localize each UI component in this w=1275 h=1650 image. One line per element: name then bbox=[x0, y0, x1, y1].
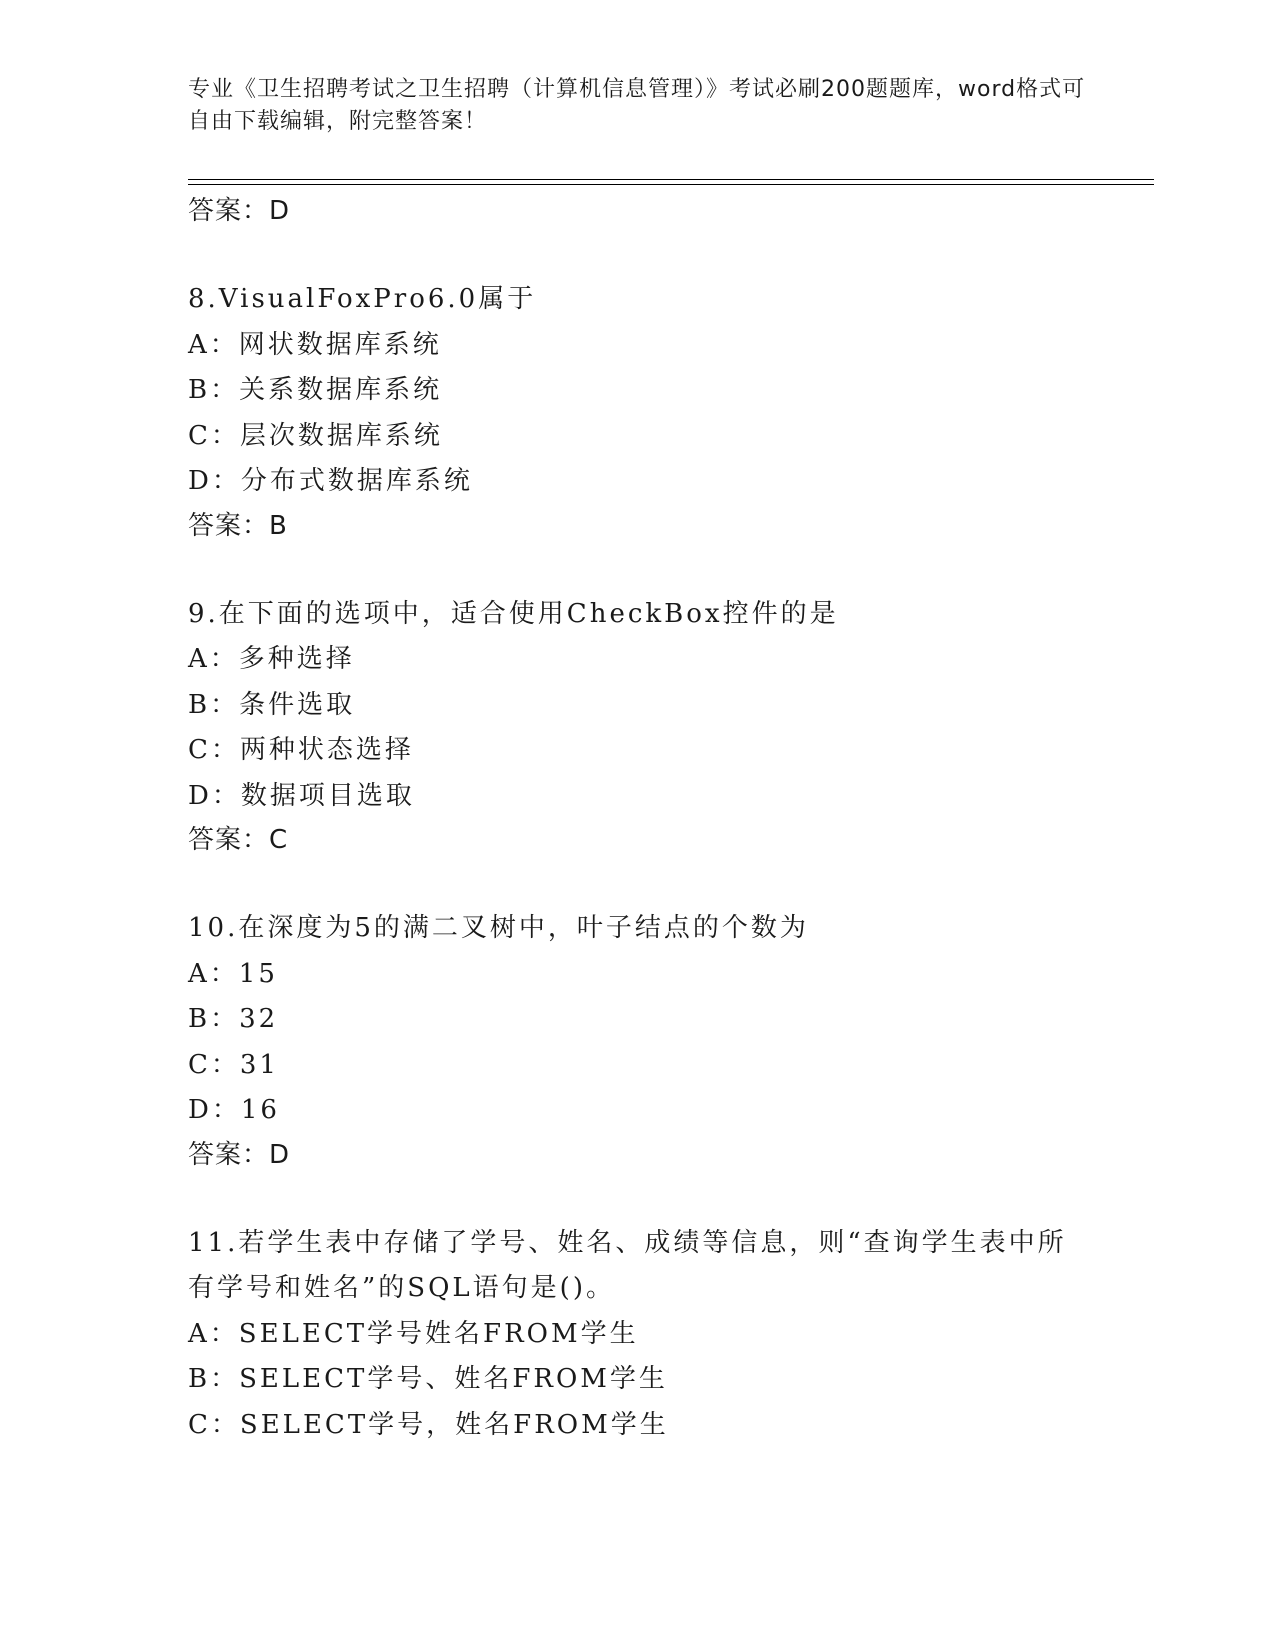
option-b: B：条件选取 bbox=[188, 689, 356, 720]
option-c: C：两种状态选择 bbox=[188, 735, 414, 765]
option-d: D：16 bbox=[188, 1095, 280, 1125]
option-c: C：SELECT学号，姓名FROM学生 bbox=[188, 1409, 669, 1440]
question-block bbox=[188, 1221, 1088, 1449]
option-b: B：SELECT学号、姓名FROM学生 bbox=[188, 1364, 668, 1394]
header-divider-top bbox=[188, 179, 1154, 180]
option-b: B：关系数据库系统 bbox=[188, 375, 443, 405]
option-c: C：层次数据库系统 bbox=[188, 420, 443, 451]
question-text: 10.在深度为5的满二叉树中，叶子结点的个数为 bbox=[188, 913, 809, 943]
option-d: D：分布式数据库系统 bbox=[188, 466, 473, 496]
question-text: 11.若学生表中存储了学号、姓名、成绩等信息，则“查询学生表中所有学号和姓名”的SQL语句是()。 bbox=[188, 1227, 1067, 1303]
question-block bbox=[188, 277, 1088, 547]
option-a: A：多种选择 bbox=[188, 644, 355, 674]
question-list bbox=[188, 190, 1088, 1448]
question-block bbox=[188, 592, 1088, 862]
question-text: 9.在下面的选项中，适合使用CheckBox控件的是 bbox=[188, 598, 839, 629]
option-c: C：31 bbox=[188, 1049, 279, 1080]
option-b: B：32 bbox=[188, 1004, 279, 1034]
answer-line: 答案：C bbox=[188, 825, 289, 855]
document-header: 专业《卫生招聘考试之卫生招聘（计算机信息管理）》考试必刷200题题库，word格式可自由下载编辑，附完整答案！ bbox=[188, 77, 1086, 134]
header-divider-bottom bbox=[188, 184, 1154, 185]
option-a: A：15 bbox=[188, 958, 278, 989]
option-a: A：网状数据库系统 bbox=[188, 329, 442, 360]
answer-line: 答案：D bbox=[188, 196, 291, 226]
option-a: A：SELECT学号姓名FROM学生 bbox=[188, 1318, 639, 1349]
question-block bbox=[188, 906, 1088, 1176]
question-text: 8.VisualFoxPro6.0属于 bbox=[188, 284, 537, 314]
answer-line: 答案：B bbox=[188, 510, 288, 541]
answer-line: 答案：D bbox=[188, 1139, 291, 1170]
option-d: D：数据项目选取 bbox=[188, 780, 415, 811]
